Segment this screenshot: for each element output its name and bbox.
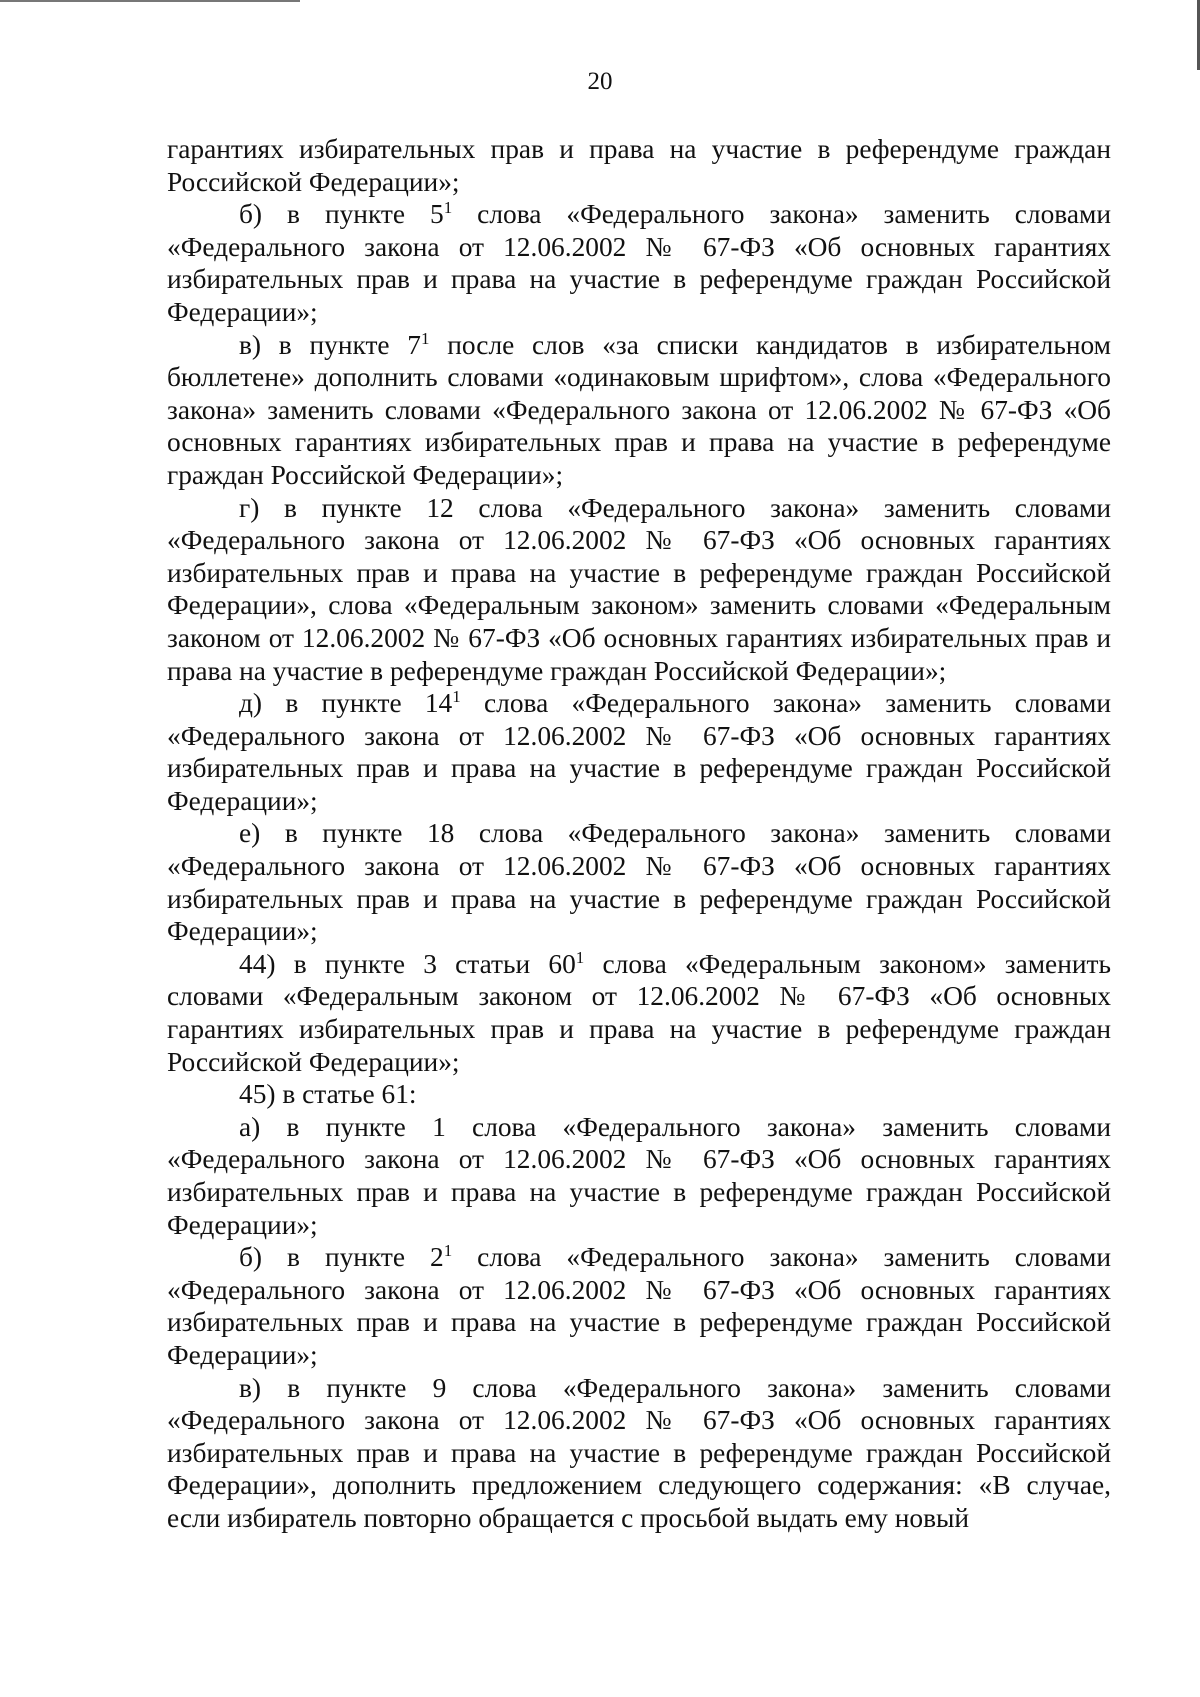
paragraph <box>167 329 1111 492</box>
paragraph-text: е) в пункте 18 слова «Федерального закона» заменить словами «Федерального закона от 12.06.2002 № 67-ФЗ «Об основных гарантиях избирательных прав и права на участие в референдуме граждан Российской Федерации»; <box>167 818 1111 947</box>
paragraph-text: гарантиях избирательных прав и права на участие в референдуме граждан Российской Федерации»; <box>167 134 1111 197</box>
paragraph-text: г) в пункте 12 слова «Федерального закона» заменить словами «Федерального закона от 12.06.2002 № 67-ФЗ «Об основных гарантиях избирательных прав и права на участие в референдуме граждан Российской Федерации», слова «Федеральным законом» заменить словами «Федеральным законом от 12.06.2002 № 67-ФЗ «Об основных гарантиях избирательных прав и права на участие в референдуме граждан Российской Федерации»; <box>167 492 1111 686</box>
paragraph-text: слова «Федерального закона» заменить словами «Федерального закона от 12.06.2002 № 67-ФЗ «Об основных гарантиях избирательных прав и права на участие в референдуме граждан Российской Федерации»; <box>167 1242 1111 1370</box>
scan-top-rule <box>0 0 300 2</box>
paragraph-text: 44) в пункте 3 статьи 60 <box>239 948 576 979</box>
paragraph-text: после слов «за списки кандидатов в избирательном бюллетене» дополнить словами «одинаковым шрифтом», слова «Федерального закона» заменить словами «Федерального закона от 12.06.2002 № 67-ФЗ «Об основных гарантиях избирательных прав и права на участие в референдуме граждан Российской Федерации»; <box>167 329 1112 490</box>
paragraph-text: слова «Федеральным законом» заменить словами «Федеральным законом от 12.06.2002 № 67-ФЗ «Об основных гарантиях избирательных прав и права на участие в референдуме граждан Российской Федерации»; <box>167 948 1111 1077</box>
paragraph <box>167 492 1111 688</box>
paragraph <box>167 1241 1111 1371</box>
document-body <box>167 133 1111 1535</box>
superscript-index: 1 <box>443 1241 453 1261</box>
paragraph-text: б) в пункте 5 <box>239 199 444 230</box>
paragraph-text: а) в пункте 1 слова «Федерального закона» заменить словами «Федерального закона от 12.06.2002 № 67-ФЗ «Об основных гарантиях избирательных прав и права на участие в референдуме граждан Российской Федерации»; <box>167 1111 1111 1240</box>
paragraph-text: д) в пункте 14 <box>239 688 453 719</box>
paragraph <box>167 1372 1111 1535</box>
paragraph-text: 45) в статье 61: <box>239 1079 417 1110</box>
paragraph-text: слова «Федерального закона» заменить словами «Федерального закона от 12.06.2002 № 67-ФЗ «Об основных гарантиях избирательных прав и права на участие в референдуме граждан Российской Федерации»; <box>167 199 1111 327</box>
superscript-index: 1 <box>575 947 585 967</box>
page-number: 20 <box>587 68 613 95</box>
paragraph <box>167 948 1111 1078</box>
paragraph <box>167 817 1111 947</box>
superscript-index: 1 <box>443 198 453 218</box>
paragraph <box>167 198 1111 328</box>
superscript-index: 1 <box>421 328 430 348</box>
paragraph-text: в) в пункте 7 <box>239 329 422 360</box>
paragraph-text: б) в пункте 2 <box>239 1242 444 1273</box>
paragraph-text: в) в пункте 9 слова «Федерального закона» заменить словами «Федерального закона от 12.06.2002 № 67-ФЗ «Об основных гарантиях избирательных прав и права на участие в референдуме граждан Российской Федерации», дополнить предложением следующего содержания: «В случае, если избиратель повторно обращается с просьбой выдать ему новый <box>167 1372 1111 1533</box>
superscript-index: 1 <box>452 687 461 707</box>
paragraph <box>167 1078 1111 1111</box>
paragraph <box>167 687 1111 817</box>
paragraph <box>167 1111 1111 1241</box>
paragraph <box>167 133 1111 198</box>
paragraph-text: слова «Федерального закона» заменить словами «Федерального закона от 12.06.2002 № 67-ФЗ «Об основных гарантиях избирательных прав и права на участие в референдуме граждан Российской Федерации»; <box>167 688 1111 816</box>
